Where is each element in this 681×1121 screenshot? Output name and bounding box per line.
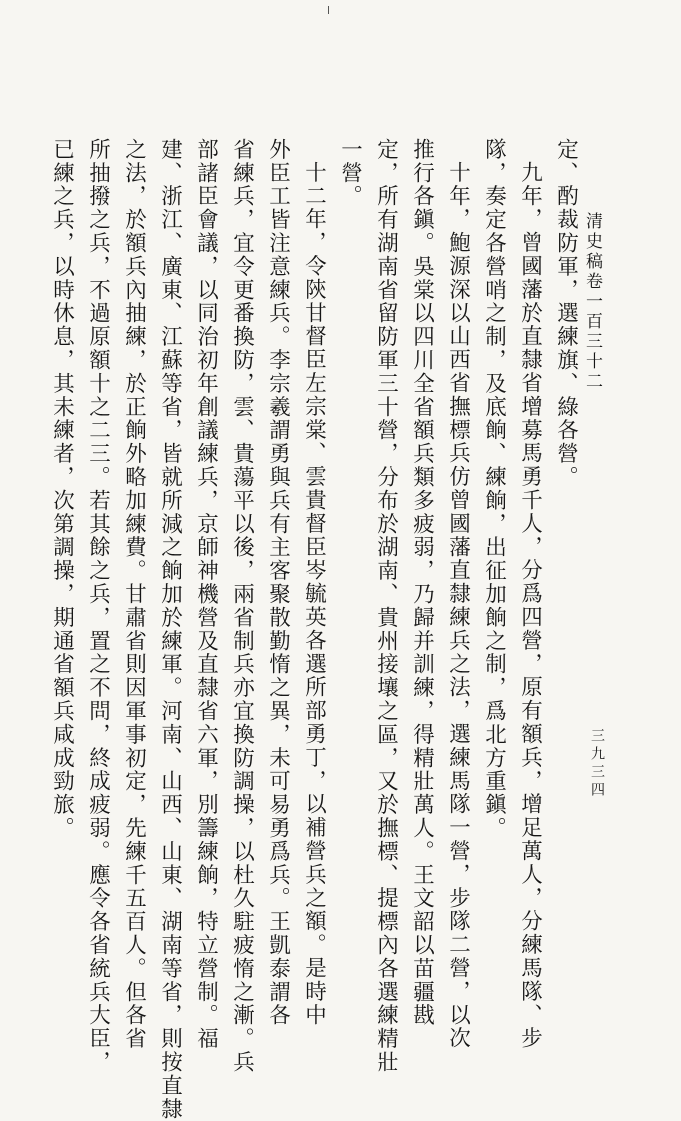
scan-mark	[328, 6, 329, 14]
text-column-10: 省練兵，宜令更番換防，雲、貴蕩平以後，兩省制兵亦宜換防調操，以杜久駐疲惰之漸。兵	[229, 138, 255, 1074]
text-column-2: 九年，曾國藩於直隸省增募馬勇千人，分爲四營，原有額兵，增足萬人，分練馬隊、步	[517, 161, 543, 1051]
running-title: 清史稿卷一百三十二	[582, 212, 602, 392]
text-column-7: 一營。	[337, 138, 363, 209]
text-column-5: 推行各鎭。吳棠以四川全省額兵類多疲弱，乃歸并訓練，得精壯萬人。王文韶以苗疆戡	[409, 138, 435, 1028]
text-column-13: 之法，於額兵內抽練，於正餉外略加練費。甘肅省則因軍事初定，先練千五百人。但各省	[121, 138, 147, 1051]
text-column-14: 所抽撥之兵，不過原額十之二三。若其餘之兵，置之不問，終成疲弱。應令各省統兵大臣，	[85, 138, 111, 1074]
text-column-4: 十年，鮑源深以山西省撫標兵仿曾國藩直隸練兵之法，選練馬隊一營，步隊二營，以次	[445, 161, 471, 1051]
text-column-9: 外臣工皆注意練兵。李宗羲謂勇與兵有主客聚散勤惰之異，未可易勇爲兵。王凱泰謂各	[265, 138, 291, 1028]
text-column-3: 隊，奏定各營哨之制，及底餉、練餉，出征加餉之制，爲北方重鎭。	[481, 138, 507, 840]
text-column-6: 定，所有湖南省留防軍三十營，分布於湖南、貴州接壤之區，又於撫標、提標內各選練精壯	[373, 138, 399, 1074]
text-column-8: 十二年，令陝甘督臣左宗棠、雲貴督臣岑毓英各選所部勇丁，以補營兵之額。是時中	[301, 161, 327, 1027]
text-column-15: 已練之兵，以時休息，其未練者，次第調操，期通省額兵咸成勁旅。	[49, 138, 75, 840]
page-number: 三九三四	[589, 728, 605, 800]
text-column-12: 建、浙江、廣東、江蘇等省，皆就所減之餉加於練軍。河南、山西、山東、湖南等省，則按直隸	[157, 138, 183, 1121]
text-column-11: 部諸臣會議，以同治初年創議練兵，京師神機營及直隸省六軍，別籌練餉，特立營制。福	[193, 138, 219, 1051]
text-column-1: 定、酌裁防軍，選練旗、綠各營。	[553, 138, 579, 489]
